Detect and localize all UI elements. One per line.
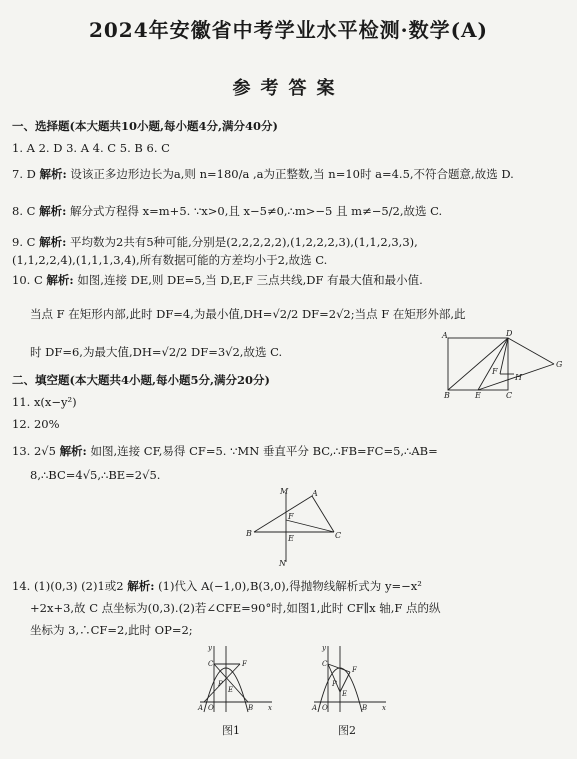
fig10-label-c: C bbox=[506, 391, 513, 400]
fig14a-label-p: P bbox=[218, 680, 223, 688]
q14-text: (1)代入 A(−1,0),B(3,0),得抛物线解析式为 y=−x² bbox=[158, 579, 422, 593]
q9-tag: 解析: bbox=[39, 235, 67, 249]
fig13-label-a: A bbox=[312, 489, 318, 498]
q13-answer: 13. 2√5 bbox=[12, 444, 56, 458]
q13-tag: 解析: bbox=[59, 444, 87, 458]
fig13-label-m: M bbox=[280, 487, 289, 496]
section-heading-fill: 二、填空题(本大题共4小题,每小题5分,满分20分) bbox=[12, 373, 270, 387]
fig14a-label-o: O bbox=[208, 704, 214, 712]
fig13-label-c: C bbox=[335, 531, 342, 540]
figure-q14-1 bbox=[196, 642, 276, 716]
q8-text: 解分式方程得 x=m+5. ∵x>0,且 x−5≠0,∴m>−5 且 m≠−5/2,故选 C. bbox=[70, 204, 443, 218]
fig14b-label-p: P bbox=[332, 680, 337, 688]
fig13-label-b: B bbox=[246, 529, 252, 538]
question-14 bbox=[12, 578, 422, 594]
figure-1-caption: 图1 bbox=[222, 724, 240, 737]
fig10-label-f: F bbox=[492, 367, 498, 376]
q10-text: 如图,连接 DE,则 DE=5,当 D,E,F 三点共线,DF 有最大值和最小值. bbox=[77, 273, 423, 287]
fig13-label-e: E bbox=[288, 534, 294, 543]
q9-answer: 9. C bbox=[12, 235, 36, 249]
fig14a-label-f: F bbox=[242, 660, 247, 668]
fig14b-label-e: E bbox=[342, 690, 348, 698]
q8-answer: 8. C bbox=[12, 204, 36, 218]
question-8 bbox=[12, 203, 442, 219]
fig14b-label-o: O bbox=[322, 704, 328, 712]
figure-q10 bbox=[438, 330, 566, 400]
fig10-label-g: G bbox=[556, 360, 563, 369]
answer-11: 11. x(x−y²) bbox=[12, 395, 77, 409]
figure-q13 bbox=[246, 486, 346, 568]
q13-text: 如图,连接 CF,易得 CF=5. ∵MN 垂直平分 BC,∴FB=FC=5,∴AB= bbox=[90, 444, 438, 458]
q14-text-2: +2x+3,故 C 点坐标为(0,3).(2)若∠CFE=90°时,如图1,此时 CF∥x 轴,F 点的纵 bbox=[30, 601, 441, 615]
fig14a-label-y: y bbox=[208, 644, 212, 652]
fig13-label-f: F bbox=[288, 512, 294, 521]
q14-text-3: 坐标为 3,∴CF=2,此时 OP=2; bbox=[30, 623, 193, 637]
section-heading-choice: 一、选择题(本大题共10小题,每小题4分,满分40分) bbox=[12, 119, 278, 133]
q7-answer: 7. D bbox=[12, 167, 36, 181]
q10-answer: 10. C bbox=[12, 273, 43, 287]
fig14b-label-y: y bbox=[322, 644, 326, 652]
fig14a-label-c: C bbox=[208, 660, 214, 668]
fig14a-label-x: x bbox=[268, 704, 272, 712]
q14-answer: 14. (1)(0,3) (2)1或2 bbox=[12, 579, 124, 593]
figure-q14-2 bbox=[310, 642, 390, 716]
fig14b-label-b: B bbox=[362, 704, 368, 712]
q9-text-2: (1,1,2,2,4),(1,1,1,3,4),所有数据可能的方差均小于2,故选 C. bbox=[12, 253, 328, 267]
fig14b-label-x: x bbox=[382, 704, 386, 712]
q13-text-2: 8,∴BC=4√5,∴BE=2√5. bbox=[30, 468, 161, 482]
q8-tag: 解析: bbox=[39, 204, 67, 218]
page-title: 2024年安徽省中考学业水平检测·数学(A) bbox=[88, 18, 489, 42]
fig14b-label-a: A bbox=[312, 704, 318, 712]
fig14a-label-b: B bbox=[248, 704, 254, 712]
page-subtitle: 参考答案 bbox=[232, 78, 345, 99]
figure-2-caption: 图2 bbox=[338, 724, 356, 737]
answer-12: 12. 20% bbox=[12, 417, 60, 431]
q10-text-2: 当点 F 在矩形内部,此时 DF=4,为最小值,DH=√2/2 DF=2√2;当点 F 在矩形外部,此 bbox=[30, 307, 466, 321]
question-10 bbox=[12, 272, 423, 288]
fig14a-label-e: E bbox=[228, 686, 234, 694]
fig10-label-a: A bbox=[442, 331, 448, 340]
q7-text: 设该正多边形边长为a,则 n=180/a ,a为正整数,当 n=10时 a=4.5,不符合题意,故选 D. bbox=[70, 167, 514, 181]
question-13 bbox=[12, 443, 438, 459]
q14-tag: 解析: bbox=[127, 579, 155, 593]
q10-tag: 解析: bbox=[46, 273, 74, 287]
fig13-label-n: N bbox=[279, 559, 286, 568]
answers-1-6: 1. A 2. D 3. A 4. C 5. B 6. C bbox=[12, 141, 170, 155]
question-7 bbox=[12, 166, 514, 182]
q10-text-3: 时 DF=6,为最大值,DH=√2/2 DF=3√2,故选 C. bbox=[30, 345, 283, 359]
fig10-label-b: B bbox=[444, 391, 450, 400]
fig14b-label-c: C bbox=[322, 660, 328, 668]
fig10-label-d: D bbox=[506, 330, 513, 338]
fig10-label-e: E bbox=[475, 391, 481, 400]
fig14a-label-a: A bbox=[198, 704, 204, 712]
q7-tag: 解析: bbox=[39, 167, 67, 181]
fig10-label-h: H bbox=[515, 373, 522, 382]
question-9 bbox=[12, 234, 418, 250]
q9-text: 平均数为2共有5种可能,分别是(2,2,2,2,2),(1,2,2,2,3),(1,1,2,3,3), bbox=[70, 235, 418, 249]
fig14b-label-f: F bbox=[352, 666, 357, 674]
